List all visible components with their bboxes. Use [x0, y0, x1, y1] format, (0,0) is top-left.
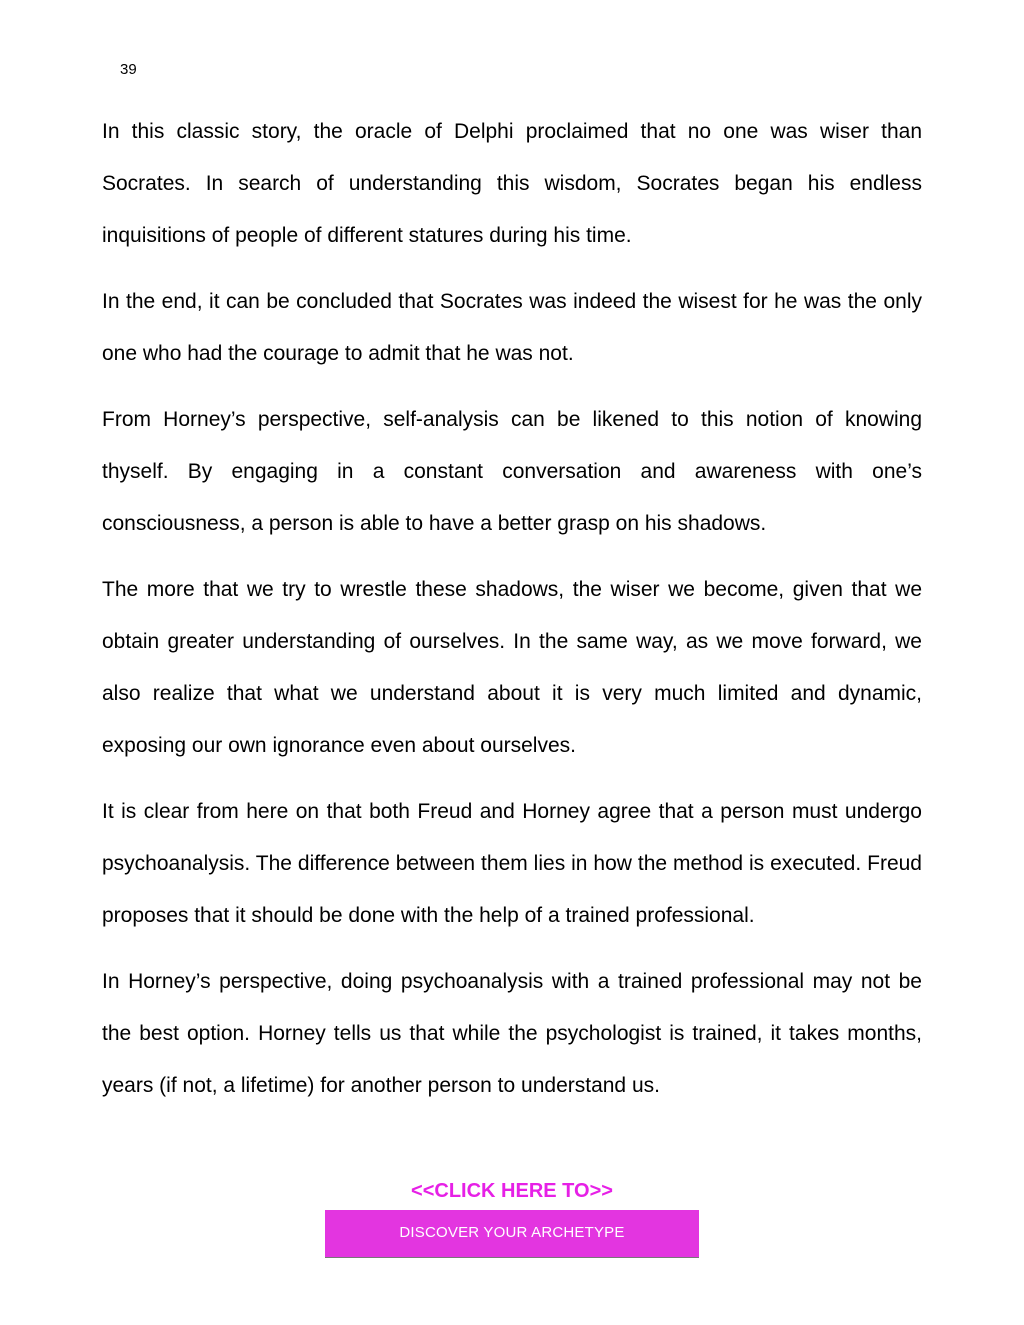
discover-archetype-button[interactable]	[325, 1210, 699, 1258]
paragraph: From Horney’s perspective, self-analysis can be likened to this notion of knowing thyself. By engaging in a constant conversation and awareness with one’s consciousness, a person is able to have a better grasp on his shadows.	[102, 408, 922, 535]
discover-archetype-label: DISCOVER YOUR ARCHETYPE	[399, 1224, 625, 1241]
paragraph: It is clear from here on that both Freud and Horney agree that a person must undergo psychoanalysis. The difference between them lies in how the method is executed. Freud proposes that it should be done with the help of a trained professional.	[102, 800, 922, 927]
paragraph: In Horney’s perspective, doing psychoanalysis with a trained professional may not be the best option. Horney tells us that while the psychologist is trained, it takes months, years (if not, a lifetime) for another person to understand us.	[102, 970, 922, 1097]
paragraph: The more that we try to wrestle these shadows, the wiser we become, given that we obtain greater understanding of ourselves. In the same way, as we move forward, we also realize that what we understand about it is very much limited and dynamic, exposing our own ignorance even about ourselves.	[102, 578, 922, 757]
page-number: 39	[120, 61, 137, 78]
paragraph: In the end, it can be concluded that Socrates was indeed the wisest for he was the only one who had the courage to admit that he was not.	[102, 290, 922, 365]
body-text	[102, 106, 922, 1126]
click-here-link[interactable]: <<CLICK HERE TO>>	[411, 1180, 613, 1202]
paragraph: In this classic story, the oracle of Delphi proclaimed that no one was wiser than Socrates. In search of understanding this wisdom, Socrates began his endless inquisitions of people of different statures during his time.	[102, 120, 922, 247]
